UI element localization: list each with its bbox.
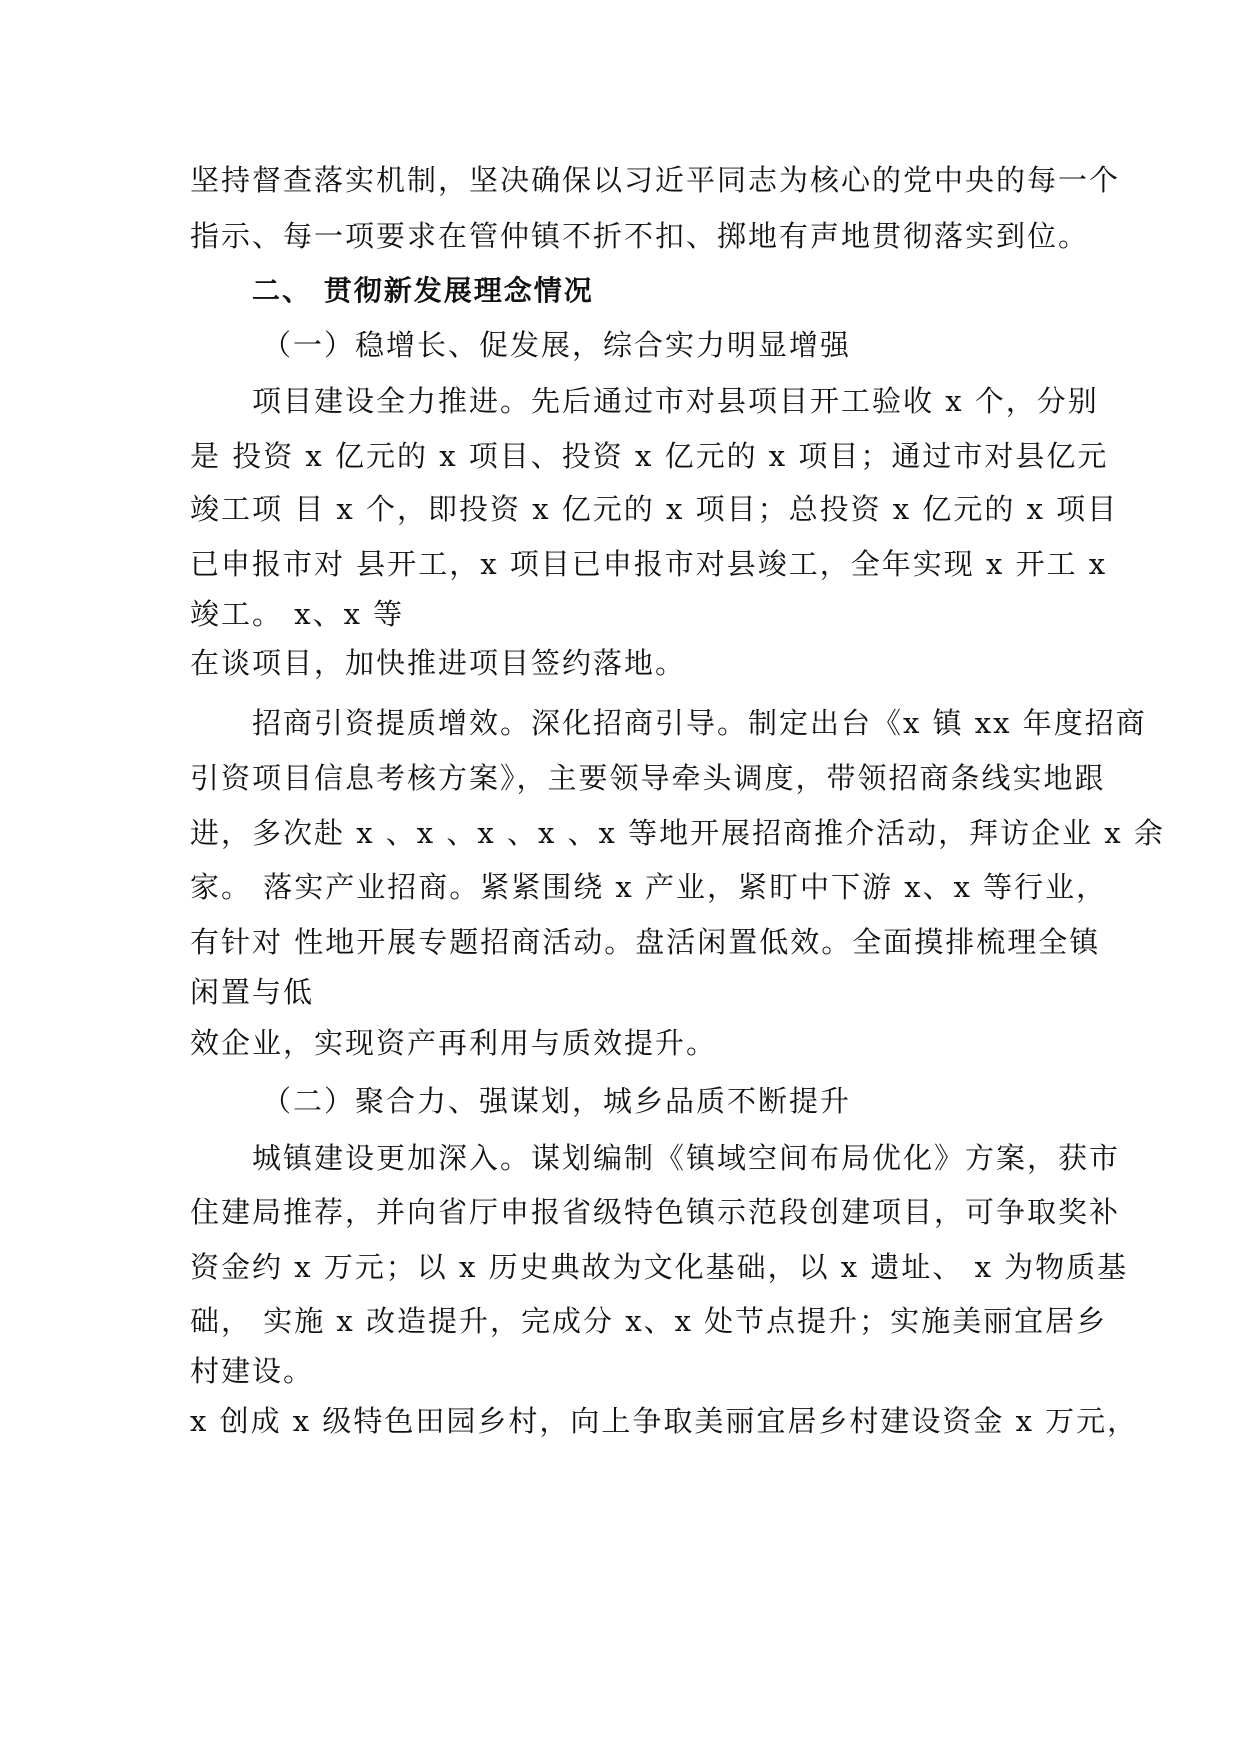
paragraph-line: 效企业，实现资产再利用与质效提升。 <box>190 1026 718 1060</box>
subsection-heading: （一）稳增长、促发展，综合实力明显增强 <box>262 328 852 362</box>
paragraph-line: 指示、每一项要求在管仲镇不折不扣、掷地有声地贯彻落实到位。 <box>190 219 1090 253</box>
paragraph-line: 招商引资提质增效。深化招商引导。制定出台《x 镇 xx 年度招商 <box>252 706 1147 740</box>
paragraph-line: 有针对 性地开展专题招商活动。盘活闲置低效。全面摸排梳理全镇 <box>190 925 1101 959</box>
paragraph-line: 村建设。 <box>190 1354 315 1388</box>
paragraph-line: 资金约 x 万元；以 x 历史典故为文化基础，以 x 遗址、 x 为物质基 <box>190 1250 1129 1284</box>
paragraph-line: 城镇建设更加深入。谋划编制《镇域空间布局优化》方案，获市 <box>252 1141 1121 1175</box>
paragraph-line: 础， 实施 x 改造提升，完成分 x、x 处节点提升；实施美丽宜居乡 <box>190 1304 1108 1338</box>
subsection-heading: （二）聚合力、强谋划，城乡品质不断提升 <box>262 1084 852 1118</box>
paragraph-line: 坚持督查落实机制，坚决确保以习近平同志为核心的党中央的每一个 <box>190 163 1121 197</box>
paragraph-line: 竣工项 目 x 个，即投资 x 亿元的 x 项目；总投资 x 亿元的 x 项目 <box>190 492 1119 526</box>
paragraph-line: 竣工。 x、x 等 <box>190 597 405 631</box>
paragraph-line: 闲置与低 <box>190 975 315 1009</box>
section-heading: 二、 贯彻新发展理念情况 <box>252 274 594 307</box>
paragraph-line: 在谈项目，加快推进项目签约落地。 <box>190 646 687 680</box>
paragraph-line: 是 投资 x 亿元的 x 项目、投资 x 亿元的 x 项目；通过市对县亿元 <box>190 439 1109 473</box>
paragraph-line: 住建局推荐，并向省厅申报省级特色镇示范段创建项目，可争取奖补 <box>190 1195 1121 1229</box>
paragraph-line: x 创成 x 级特色田园乡村，向上争取美丽宜居乡村建设资金 x 万元， <box>190 1404 1139 1438</box>
paragraph-line: 引资项目信息考核方案》，主要领导牵头调度，带领招商条线实地跟 <box>190 761 1106 795</box>
paragraph-line: 项目建设全力推进。先后通过市对县项目开工验收 x 个，分别 <box>252 384 1099 418</box>
paragraph-line: 已申报市对 县开工，x 项目已申报市对县竣工，全年实现 x 开工 x <box>190 547 1108 581</box>
paragraph-line: 进，多次赴 x 、x 、x 、x 、x 等地开展招商推介活动，拜访企业 x 余 <box>190 816 1165 850</box>
paragraph-line: 家。 落实产业招商。紧紧围绕 x 产业，紧盯中下游 x、x 等行业， <box>190 870 1108 904</box>
